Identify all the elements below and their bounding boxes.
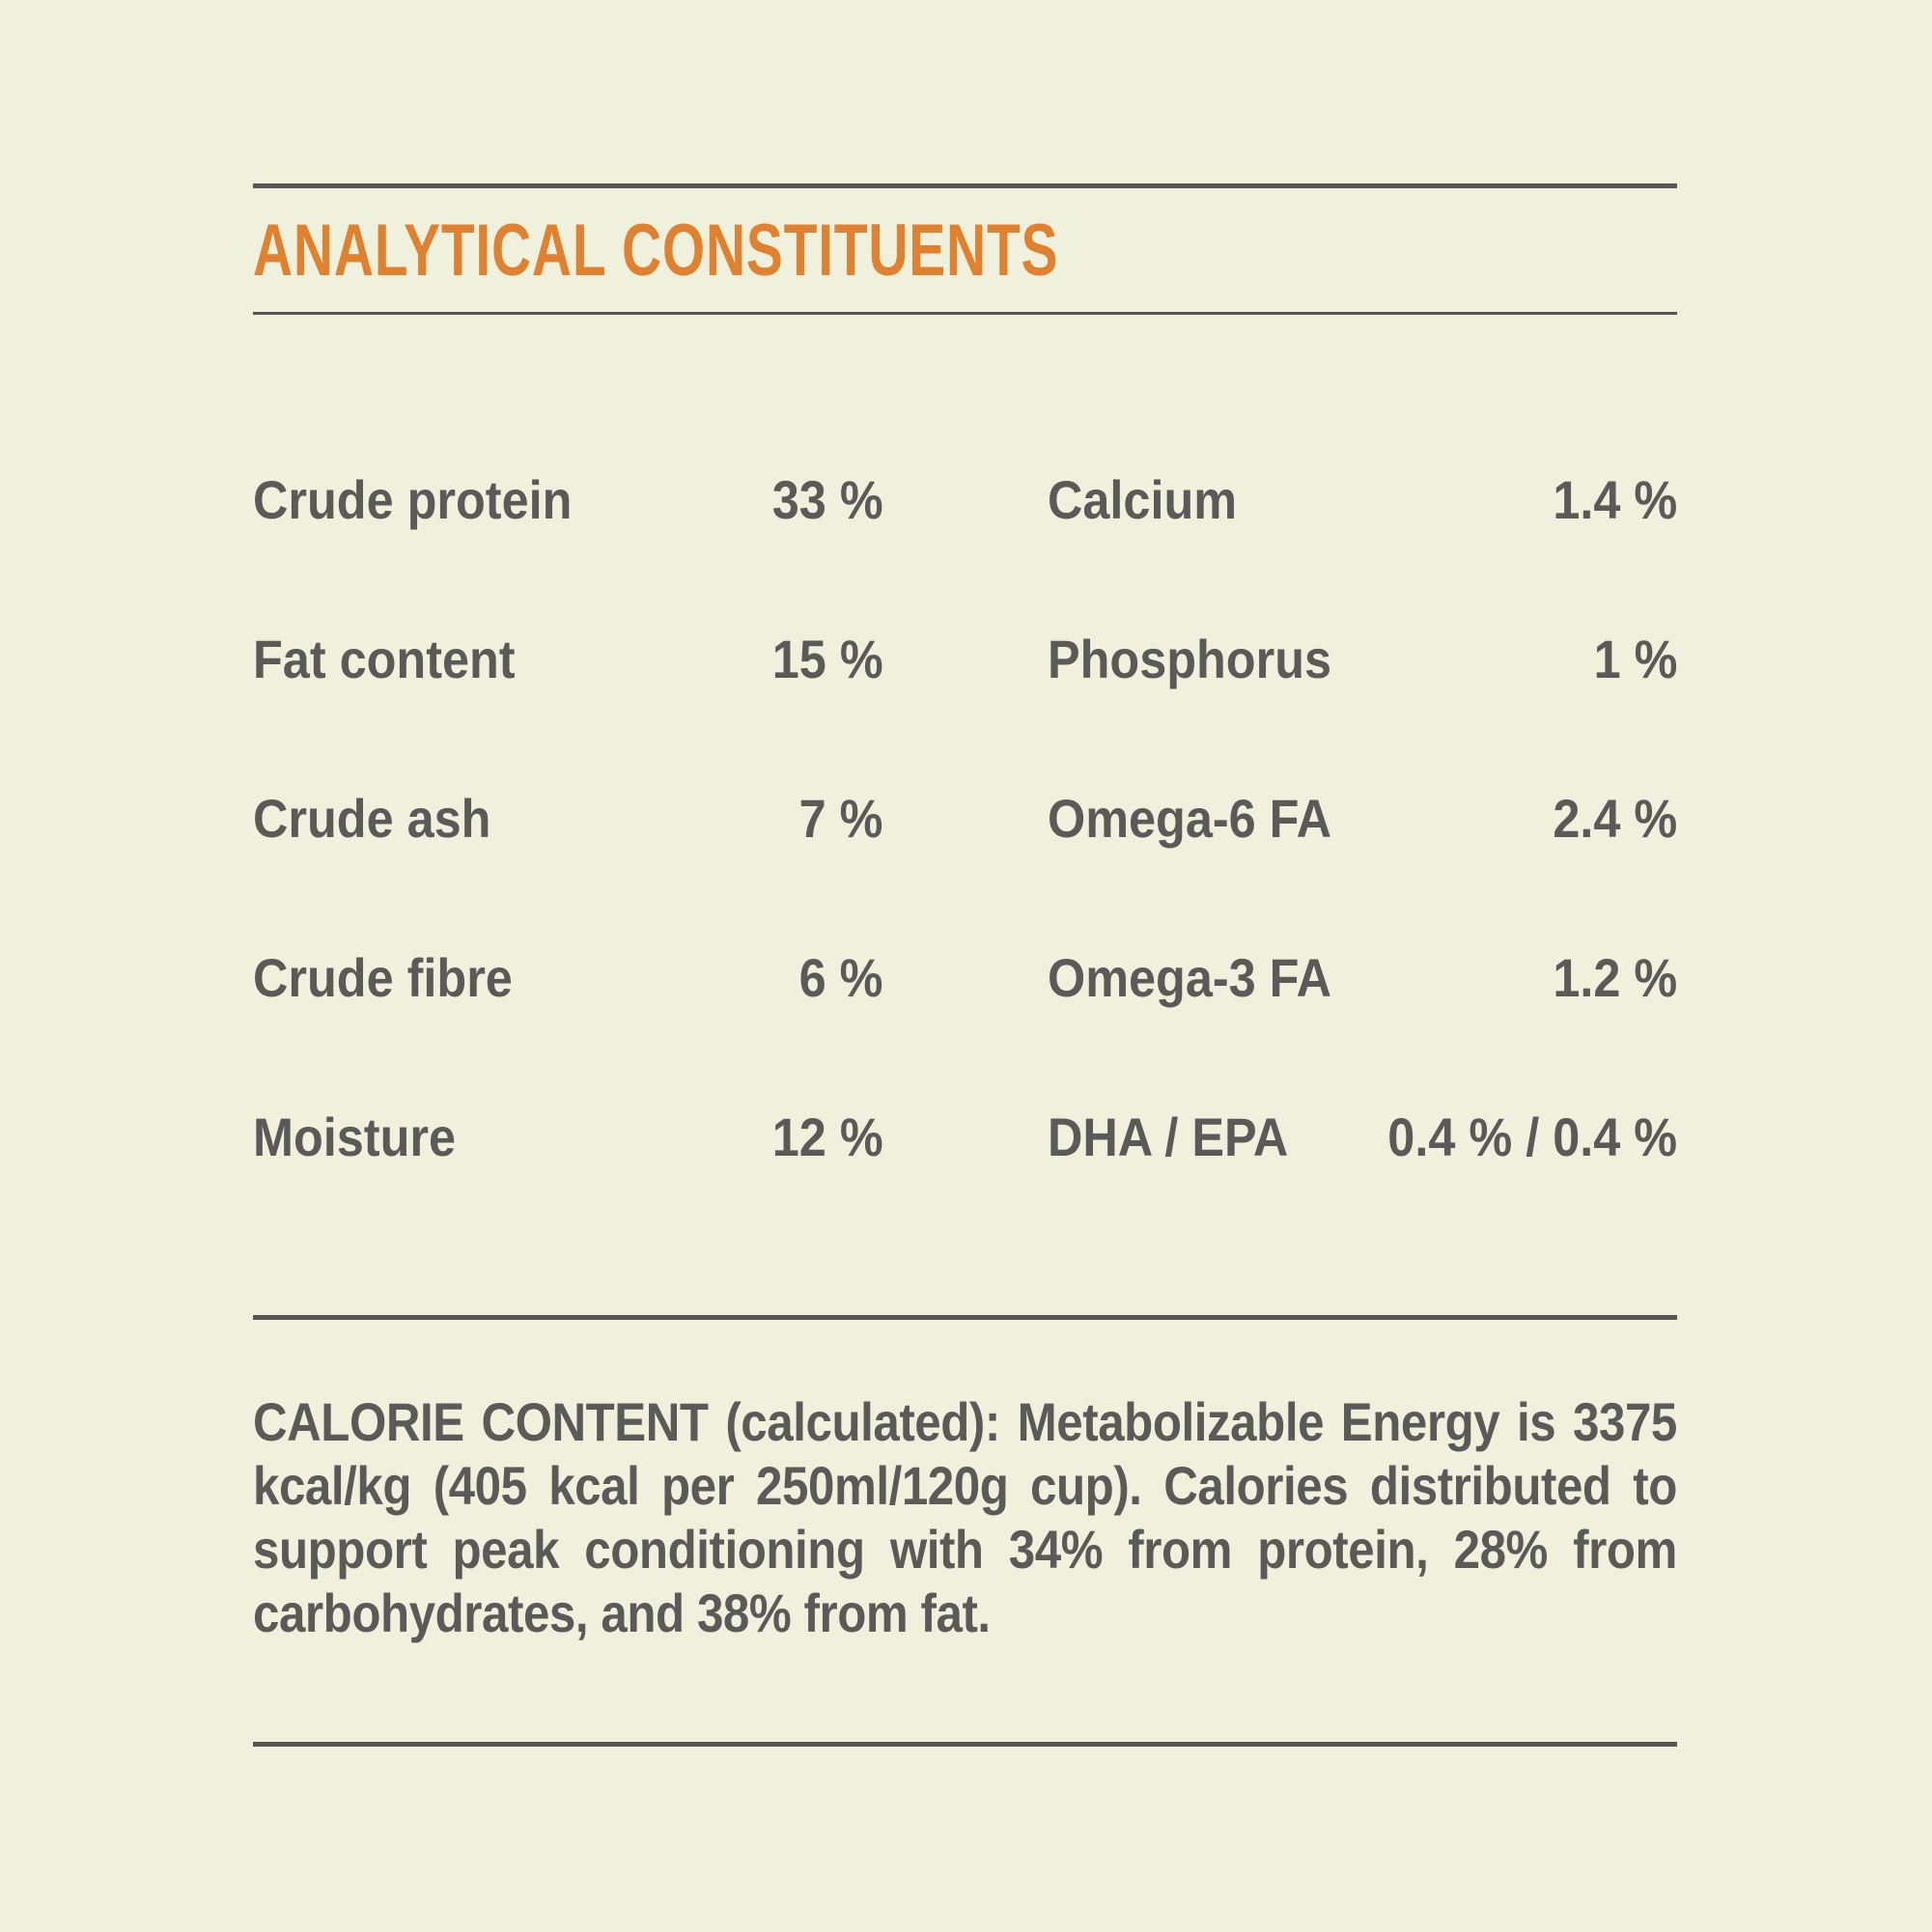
nutrient-value: 0.4 % / 0.4 % (1387, 1106, 1677, 1167)
title-underline-rule (253, 312, 1677, 315)
nutrient-label: Calcium (1047, 469, 1237, 530)
nutrient-label: Crude fibre (253, 947, 513, 1008)
nutrient-label: Moisture (253, 1106, 457, 1167)
title-band (253, 188, 1677, 312)
nutrient-row-omega-3 (1048, 946, 1678, 1009)
nutrient-row-phosphorus (1048, 628, 1678, 690)
nutrient-value: 33 % (771, 469, 883, 530)
nutrient-row-calcium (1048, 468, 1678, 531)
bottom-rule (253, 1742, 1677, 1747)
nutrient-row-crude-ash (253, 787, 883, 850)
nutrient-value: 1.2 % (1553, 947, 1677, 1008)
nutrients-table (253, 420, 1677, 1217)
nutrient-value: 15 % (771, 629, 883, 689)
nutrient-row-moisture (253, 1106, 883, 1168)
nutrient-value: 7 % (798, 788, 883, 849)
nutrient-row-crude-fibre (253, 946, 883, 1009)
section-title: ANALYTICAL CONSTITUENTS (253, 209, 1059, 292)
nutrient-label: Omega-3 FA (1047, 947, 1331, 1008)
nutrient-label: Crude protein (253, 469, 573, 530)
nutrient-value: 6 % (798, 947, 883, 1008)
label-content (253, 0, 1677, 1747)
nutrient-row-omega-6 (1048, 787, 1678, 850)
nutrient-value: 2.4 % (1553, 788, 1677, 849)
nutrient-row-fat-content (253, 628, 883, 690)
nutrient-row-dha-epa (1048, 1106, 1678, 1168)
nutrient-value: 1.4 % (1553, 469, 1677, 530)
nutrient-label: Crude ash (253, 788, 491, 849)
nutrient-label: Fat content (253, 629, 516, 689)
nutrient-label: DHA / EPA (1047, 1106, 1288, 1167)
nutrient-label: Omega-6 FA (1047, 788, 1331, 849)
calorie-section-top-rule (253, 1315, 1677, 1320)
nutrient-value: 12 % (771, 1106, 883, 1167)
nutrient-row-crude-protein (253, 468, 883, 531)
nutrient-label: Phosphorus (1047, 629, 1331, 689)
nutrient-value: 1 % (1593, 629, 1677, 689)
calorie-content-text: CALORIE CONTENT (calculated): Metabolizable Energy is 3375 kcal/kg (405 kcal per 250ml/120g cup). Calories distributed to support peak conditioning with 34% from protein, 28% from carbohydrates, and 38% from fat. (253, 1391, 1677, 1643)
